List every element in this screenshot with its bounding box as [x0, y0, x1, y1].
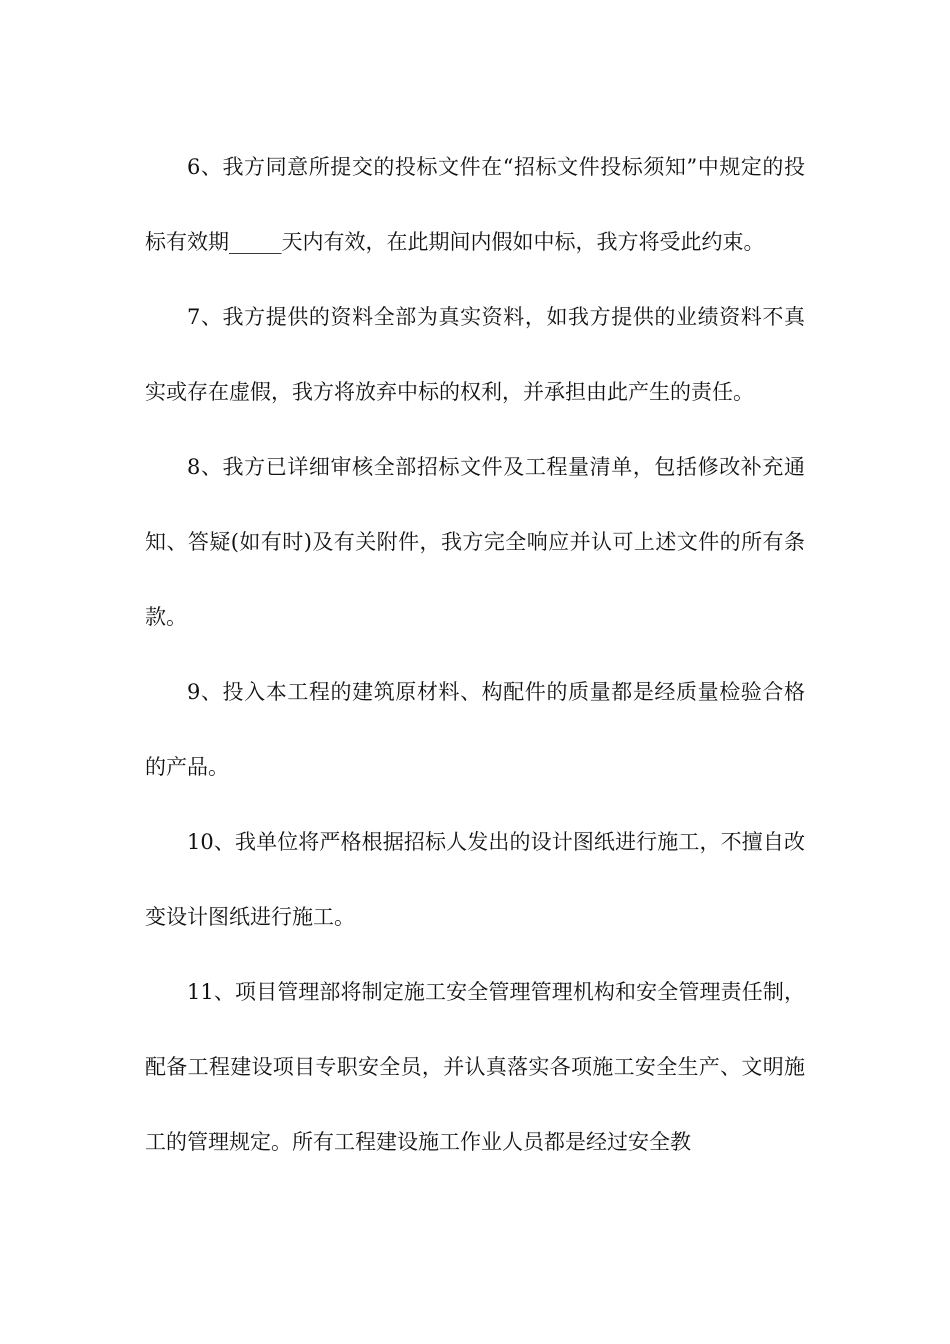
document-body [145, 130, 805, 1180]
paragraph-8: 8、我方已详细审核全部招标文件及工程量清单，包括修改补充通知、答疑(如有时)及有关附件，我方完全响应并认可上述文件的所有条款。 [145, 455, 805, 629]
paragraph-11: 11、项目管理部将制定施工安全管理管理机构和安全管理责任制，配备工程建设项目专职安全员，并认真落实各项施工安全生产、文明施工的管理规定。所有工程建设施工作业人员都是经过安全教 [145, 980, 805, 1154]
paragraph-10: 10、我单位将严格根据招标人发出的设计图纸进行施工，不擅自改变设计图纸进行施工。 [145, 830, 805, 929]
paragraph-7: 7、我方提供的资料全部为真实资料，如我方提供的业绩资料不真实或存在虚假，我方将放弃中标的权利，并承担由此产生的责任。 [145, 305, 805, 404]
paragraph-6: 6、我方同意所提交的投标文件在“招标文件投标须知”中规定的投标有效期_____天内有效，在此期间内假如中标，我方将受此约束。 [145, 155, 805, 254]
paragraph-9: 9、投入本工程的建筑原材料、构配件的质量都是经质量检验合格的产品。 [145, 680, 805, 779]
